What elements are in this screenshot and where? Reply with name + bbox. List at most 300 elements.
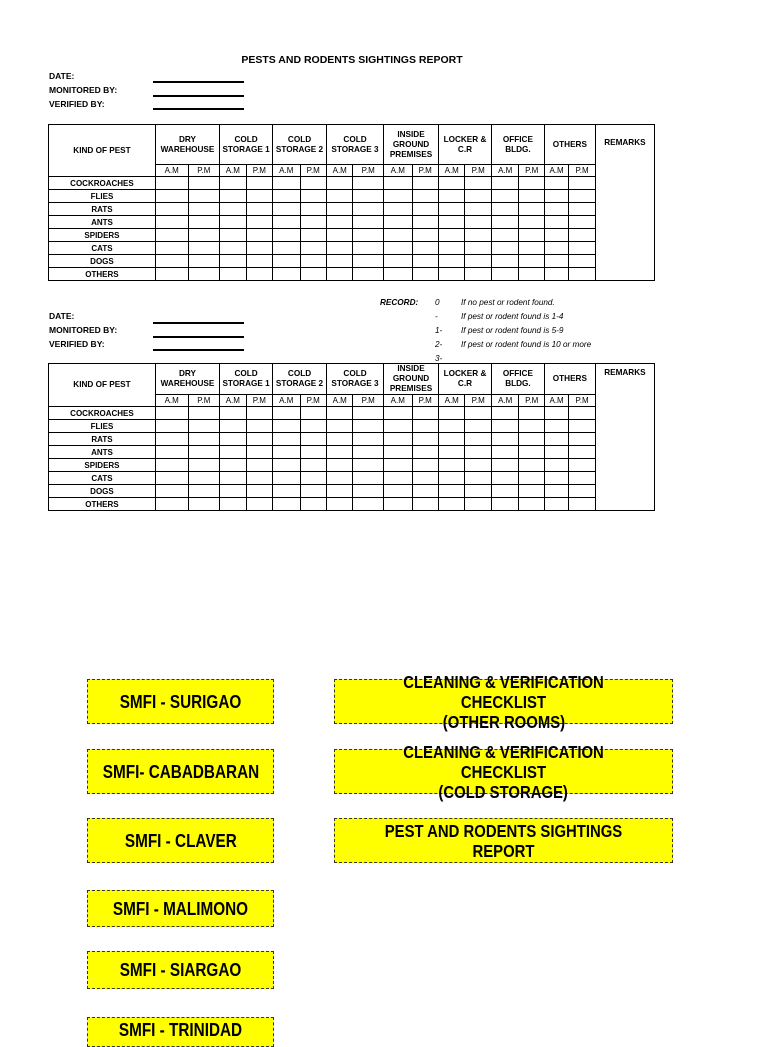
sighting-cell[interactable] <box>353 190 384 203</box>
sighting-cell[interactable] <box>519 433 544 446</box>
sighting-cell[interactable] <box>412 407 438 420</box>
sighting-cell[interactable] <box>569 433 595 446</box>
sighting-cell[interactable] <box>188 420 220 433</box>
sighting-cell[interactable] <box>327 420 353 433</box>
nav-button-trinidad[interactable] <box>87 1017 274 1047</box>
sighting-cell[interactable] <box>220 203 246 216</box>
sighting-cell[interactable] <box>353 177 384 190</box>
verified-by-label: VERIFIED BY: <box>49 339 105 349</box>
sighting-cell[interactable] <box>327 485 353 498</box>
sighting-cell[interactable] <box>188 459 220 472</box>
sighting-cell[interactable] <box>155 268 188 281</box>
sighting-cell[interactable] <box>491 446 518 459</box>
sighting-cell[interactable] <box>188 472 220 485</box>
sighting-cell[interactable] <box>353 242 384 255</box>
sighting-cell[interactable] <box>246 216 272 229</box>
sighting-cell[interactable] <box>353 472 384 485</box>
sighting-cell[interactable] <box>491 255 518 268</box>
sighting-cell[interactable] <box>569 268 595 281</box>
nav-button-label: SMFI - SURIGAO <box>119 691 242 712</box>
sighting-cell[interactable] <box>188 203 220 216</box>
nav-button-malimono[interactable] <box>87 890 274 927</box>
verified-by-line[interactable] <box>153 108 244 110</box>
sighting-cell[interactable] <box>569 203 595 216</box>
sighting-cell[interactable] <box>327 203 353 216</box>
sighting-cell[interactable] <box>465 433 491 446</box>
sighting-cell[interactable] <box>384 433 413 446</box>
sighting-cell[interactable] <box>246 242 272 255</box>
nav-button-cleaning-cold-storage[interactable] <box>334 741 673 802</box>
sighting-cell[interactable] <box>519 216 544 229</box>
sighting-cell[interactable] <box>465 420 491 433</box>
sighting-cell[interactable] <box>246 407 272 420</box>
sighting-cell[interactable] <box>491 190 518 203</box>
nav-button-pest-rodents-report[interactable] <box>334 818 673 863</box>
sighting-cell[interactable] <box>155 485 188 498</box>
sighting-cell[interactable] <box>188 177 220 190</box>
sighting-cell[interactable] <box>465 407 491 420</box>
sighting-cell[interactable] <box>155 498 188 511</box>
sighting-cell[interactable] <box>188 433 220 446</box>
sighting-cell[interactable] <box>412 485 438 498</box>
sighting-cell[interactable] <box>353 498 384 511</box>
sighting-cell[interactable] <box>384 472 413 485</box>
sighting-cell[interactable] <box>384 420 413 433</box>
sighting-cell[interactable] <box>246 229 272 242</box>
sighting-cell[interactable] <box>491 498 518 511</box>
sighting-cell[interactable] <box>439 472 465 485</box>
sighting-cell[interactable] <box>519 229 544 242</box>
sighting-cell[interactable] <box>273 498 300 511</box>
sighting-cell[interactable] <box>353 216 384 229</box>
sighting-cell[interactable] <box>519 459 544 472</box>
sighting-cell[interactable] <box>155 203 188 216</box>
sighting-cell[interactable] <box>384 229 413 242</box>
sighting-cell[interactable] <box>544 242 568 255</box>
sighting-cell[interactable] <box>491 433 518 446</box>
record-description: If pest or rodent found is 1-4 <box>461 312 564 321</box>
sighting-cell[interactable] <box>384 242 413 255</box>
sightings-table-1 <box>48 124 655 281</box>
sighting-cell[interactable] <box>273 459 300 472</box>
sighting-cell[interactable] <box>246 177 272 190</box>
sighting-cell[interactable] <box>220 407 246 420</box>
sighting-cell[interactable] <box>544 420 568 433</box>
sighting-cell[interactable] <box>188 216 220 229</box>
sighting-cell[interactable] <box>544 459 568 472</box>
sighting-cell[interactable] <box>327 229 353 242</box>
sighting-cell[interactable] <box>519 420 544 433</box>
sighting-cell[interactable] <box>439 268 465 281</box>
sighting-cell[interactable] <box>491 407 518 420</box>
sighting-cell[interactable] <box>569 498 595 511</box>
sighting-cell[interactable] <box>155 190 188 203</box>
sighting-cell[interactable] <box>412 177 438 190</box>
sighting-cell[interactable] <box>327 268 353 281</box>
sighting-cell[interactable] <box>412 216 438 229</box>
sighting-cell[interactable] <box>327 216 353 229</box>
sighting-cell[interactable] <box>439 433 465 446</box>
nav-button-label: SMFI - TRINIDAD <box>118 1020 243 1040</box>
sighting-cell[interactable] <box>544 203 568 216</box>
sighting-cell[interactable] <box>439 229 465 242</box>
nav-button-siargao[interactable] <box>87 951 274 989</box>
sighting-cell[interactable] <box>188 190 220 203</box>
sighting-cell[interactable] <box>384 498 413 511</box>
sighting-cell[interactable] <box>384 446 413 459</box>
sighting-cell[interactable] <box>273 446 300 459</box>
pm-header: P.M <box>519 165 544 177</box>
sighting-cell[interactable] <box>246 255 272 268</box>
sighting-cell[interactable] <box>465 255 491 268</box>
sighting-cell[interactable] <box>569 190 595 203</box>
sighting-cell[interactable] <box>188 242 220 255</box>
sighting-cell[interactable] <box>246 459 272 472</box>
monitored-by-line[interactable] <box>153 95 244 97</box>
sighting-cell[interactable] <box>273 433 300 446</box>
nav-button-label: (COLD STORAGE) <box>438 781 569 802</box>
sighting-cell[interactable] <box>569 216 595 229</box>
sighting-cell[interactable] <box>155 433 188 446</box>
sighting-cell[interactable] <box>439 407 465 420</box>
sighting-cell[interactable] <box>273 407 300 420</box>
sighting-cell[interactable] <box>544 485 568 498</box>
sighting-cell[interactable] <box>519 446 544 459</box>
sighting-cell[interactable] <box>300 485 326 498</box>
sighting-cell[interactable] <box>519 177 544 190</box>
sighting-cell[interactable] <box>155 229 188 242</box>
sighting-cell[interactable] <box>439 498 465 511</box>
sighting-cell[interactable] <box>353 459 384 472</box>
sighting-cell[interactable] <box>246 472 272 485</box>
sighting-cell[interactable] <box>300 446 326 459</box>
sighting-cell[interactable] <box>273 268 300 281</box>
sighting-cell[interactable] <box>519 242 544 255</box>
sighting-cell[interactable] <box>544 229 568 242</box>
sighting-cell[interactable] <box>353 485 384 498</box>
sighting-cell[interactable] <box>327 177 353 190</box>
verified-by-line[interactable] <box>153 349 244 351</box>
sighting-cell[interactable] <box>300 498 326 511</box>
sighting-cell[interactable] <box>439 190 465 203</box>
sighting-cell[interactable] <box>273 485 300 498</box>
location-header: LOCKER & C.R <box>439 125 492 165</box>
pest-name: FLIES <box>49 190 156 203</box>
sighting-cell[interactable] <box>465 268 491 281</box>
sighting-cell[interactable] <box>273 203 300 216</box>
sighting-cell[interactable] <box>519 498 544 511</box>
sighting-cell[interactable] <box>220 216 246 229</box>
sighting-cell[interactable] <box>569 229 595 242</box>
sighting-cell[interactable] <box>220 242 246 255</box>
sighting-cell[interactable] <box>273 472 300 485</box>
sighting-cell[interactable] <box>273 177 300 190</box>
sighting-cell[interactable] <box>155 459 188 472</box>
sighting-cell[interactable] <box>439 177 465 190</box>
sighting-cell[interactable] <box>155 407 188 420</box>
sighting-cell[interactable] <box>246 498 272 511</box>
sighting-cell[interactable] <box>188 498 220 511</box>
sighting-cell[interactable] <box>569 446 595 459</box>
sighting-cell[interactable] <box>465 190 491 203</box>
sighting-cell[interactable] <box>327 407 353 420</box>
sighting-cell[interactable] <box>412 472 438 485</box>
sighting-cell[interactable] <box>412 203 438 216</box>
sighting-cell[interactable] <box>544 268 568 281</box>
pm-header: P.M <box>569 165 595 177</box>
sighting-cell[interactable] <box>353 268 384 281</box>
sighting-cell[interactable] <box>569 459 595 472</box>
record-label: RECORD: <box>380 298 419 307</box>
sighting-cell[interactable] <box>491 177 518 190</box>
nav-button-label: SMFI- CABADBARAN <box>102 761 259 782</box>
sighting-cell[interactable] <box>491 229 518 242</box>
sighting-cell[interactable] <box>412 268 438 281</box>
sighting-cell[interactable] <box>327 255 353 268</box>
sighting-cell[interactable] <box>155 177 188 190</box>
sighting-cell[interactable] <box>544 446 568 459</box>
am-header: A.M <box>155 165 188 177</box>
sighting-cell[interactable] <box>327 242 353 255</box>
sighting-cell[interactable] <box>220 472 246 485</box>
sighting-cell[interactable] <box>300 242 326 255</box>
sighting-cell[interactable] <box>519 203 544 216</box>
sighting-cell[interactable] <box>220 420 246 433</box>
sighting-cell[interactable] <box>220 229 246 242</box>
nav-button-cabadbaran[interactable] <box>87 749 274 794</box>
location-header: COLD STORAGE 2 <box>273 364 327 395</box>
pm-header: P.M <box>465 395 491 407</box>
sighting-cell[interactable] <box>412 459 438 472</box>
sighting-cell[interactable] <box>384 459 413 472</box>
sighting-cell[interactable] <box>519 485 544 498</box>
sighting-cell[interactable] <box>155 420 188 433</box>
sighting-cell[interactable] <box>412 190 438 203</box>
sighting-cell[interactable] <box>246 433 272 446</box>
sighting-cell[interactable] <box>544 433 568 446</box>
sighting-cell[interactable] <box>155 255 188 268</box>
am-header: A.M <box>439 165 465 177</box>
sighting-cell[interactable] <box>246 268 272 281</box>
sighting-cell[interactable] <box>353 433 384 446</box>
record-descriptions <box>461 296 591 352</box>
nav-button-cleaning-other-rooms[interactable] <box>334 671 673 732</box>
sighting-cell[interactable] <box>465 485 491 498</box>
sighting-cell[interactable] <box>300 407 326 420</box>
sighting-cell[interactable] <box>220 459 246 472</box>
sighting-cell[interactable] <box>412 255 438 268</box>
record-description: If no pest or rodent found. <box>461 298 555 307</box>
sighting-cell[interactable] <box>220 485 246 498</box>
location-header: DRY WAREHOUSE <box>155 364 219 395</box>
pest-row <box>49 229 655 242</box>
sighting-cell[interactable] <box>544 498 568 511</box>
sighting-cell[interactable] <box>465 446 491 459</box>
sighting-cell[interactable] <box>220 268 246 281</box>
sighting-cell[interactable] <box>246 446 272 459</box>
sighting-cell[interactable] <box>491 485 518 498</box>
sighting-cell[interactable] <box>155 472 188 485</box>
location-header: OTHERS <box>544 125 595 165</box>
location-header: COLD STORAGE 3 <box>327 125 384 165</box>
sighting-cell[interactable] <box>300 433 326 446</box>
sighting-cell[interactable] <box>327 472 353 485</box>
sighting-cell[interactable] <box>384 190 413 203</box>
sighting-cell[interactable] <box>220 498 246 511</box>
pm-header: P.M <box>300 395 326 407</box>
sighting-cell[interactable] <box>300 203 326 216</box>
sighting-cell[interactable] <box>519 268 544 281</box>
sighting-cell[interactable] <box>544 472 568 485</box>
sighting-cell[interactable] <box>491 459 518 472</box>
sighting-cell[interactable] <box>465 177 491 190</box>
sighting-cell[interactable] <box>439 459 465 472</box>
sighting-cell[interactable] <box>439 446 465 459</box>
pest-name: CATS <box>49 242 156 255</box>
location-header: OTHERS <box>544 364 595 395</box>
sighting-cell[interactable] <box>412 420 438 433</box>
sighting-cell[interactable] <box>300 229 326 242</box>
sighting-cell[interactable] <box>384 216 413 229</box>
sighting-cell[interactable] <box>353 255 384 268</box>
sighting-cell[interactable] <box>300 472 326 485</box>
sighting-cell[interactable] <box>569 255 595 268</box>
sighting-cell[interactable] <box>491 216 518 229</box>
sighting-cell[interactable] <box>246 190 272 203</box>
sighting-cell[interactable] <box>188 229 220 242</box>
sighting-cell[interactable] <box>569 407 595 420</box>
sighting-cell[interactable] <box>273 190 300 203</box>
sighting-cell[interactable] <box>519 472 544 485</box>
sighting-cell[interactable] <box>465 229 491 242</box>
sighting-cell[interactable] <box>439 485 465 498</box>
sighting-cell[interactable] <box>155 242 188 255</box>
sighting-cell[interactable] <box>412 446 438 459</box>
sighting-cell[interactable] <box>544 216 568 229</box>
sighting-cell[interactable] <box>569 242 595 255</box>
sighting-cell[interactable] <box>465 472 491 485</box>
sighting-cell[interactable] <box>439 420 465 433</box>
sighting-cell[interactable] <box>384 255 413 268</box>
sighting-cell[interactable] <box>300 177 326 190</box>
am-header: A.M <box>439 395 465 407</box>
sighting-cell[interactable] <box>412 433 438 446</box>
sighting-cell[interactable] <box>300 190 326 203</box>
sighting-cell[interactable] <box>246 203 272 216</box>
sighting-cell[interactable] <box>300 255 326 268</box>
sighting-cell[interactable] <box>188 485 220 498</box>
sighting-cell[interactable] <box>465 203 491 216</box>
sighting-cell[interactable] <box>519 190 544 203</box>
sighting-cell[interactable] <box>327 190 353 203</box>
sighting-cell[interactable] <box>353 407 384 420</box>
sighting-cell[interactable] <box>519 255 544 268</box>
sighting-cell[interactable] <box>188 407 220 420</box>
sighting-cell[interactable] <box>273 229 300 242</box>
sighting-cell[interactable] <box>491 203 518 216</box>
sighting-cell[interactable] <box>384 268 413 281</box>
date-line[interactable] <box>153 322 244 324</box>
nav-button-label: (OTHER ROOMS) <box>442 711 565 732</box>
date-line[interactable] <box>153 81 244 83</box>
sighting-cell[interactable] <box>544 177 568 190</box>
sighting-cell[interactable] <box>300 216 326 229</box>
sighting-cell[interactable] <box>353 446 384 459</box>
sighting-cell[interactable] <box>246 420 272 433</box>
sighting-cell[interactable] <box>491 472 518 485</box>
sighting-cell[interactable] <box>465 242 491 255</box>
sighting-cell[interactable] <box>155 216 188 229</box>
sighting-cell[interactable] <box>300 459 326 472</box>
sighting-cell[interactable] <box>544 407 568 420</box>
sighting-cell[interactable] <box>439 255 465 268</box>
sighting-cell[interactable] <box>353 203 384 216</box>
sighting-cell[interactable] <box>155 446 188 459</box>
sighting-cell[interactable] <box>273 216 300 229</box>
sighting-cell[interactable] <box>439 203 465 216</box>
sighting-cell[interactable] <box>300 420 326 433</box>
sighting-cell[interactable] <box>412 498 438 511</box>
sighting-cell[interactable] <box>412 242 438 255</box>
sighting-cell[interactable] <box>569 485 595 498</box>
sighting-cell[interactable] <box>491 420 518 433</box>
sighting-cell[interactable] <box>220 446 246 459</box>
sighting-cell[interactable] <box>327 433 353 446</box>
sighting-cell[interactable] <box>353 420 384 433</box>
monitored-by-line[interactable] <box>153 336 244 338</box>
sighting-cell[interactable] <box>569 472 595 485</box>
sighting-cell[interactable] <box>439 216 465 229</box>
sighting-cell[interactable] <box>491 268 518 281</box>
sighting-cell[interactable] <box>439 242 465 255</box>
sighting-cell[interactable] <box>220 190 246 203</box>
sighting-cell[interactable] <box>220 177 246 190</box>
sighting-cell[interactable] <box>353 229 384 242</box>
sighting-cell[interactable] <box>188 268 220 281</box>
sighting-cell[interactable] <box>384 203 413 216</box>
am-header: A.M <box>220 165 246 177</box>
sighting-cell[interactable] <box>412 229 438 242</box>
sighting-cell[interactable] <box>384 177 413 190</box>
sighting-cell[interactable] <box>384 407 413 420</box>
sighting-cell[interactable] <box>273 255 300 268</box>
sighting-cell[interactable] <box>465 216 491 229</box>
nav-button-label: SMFI - CLAVER <box>124 830 237 851</box>
sighting-cell[interactable] <box>544 255 568 268</box>
sighting-cell[interactable] <box>273 242 300 255</box>
sighting-cell[interactable] <box>519 407 544 420</box>
sighting-cell[interactable] <box>465 459 491 472</box>
sighting-cell[interactable] <box>220 433 246 446</box>
sighting-cell[interactable] <box>273 420 300 433</box>
sighting-cell[interactable] <box>188 255 220 268</box>
nav-button-surigao[interactable] <box>87 679 274 724</box>
sighting-cell[interactable] <box>569 420 595 433</box>
sighting-cell[interactable] <box>544 190 568 203</box>
sighting-cell[interactable] <box>569 177 595 190</box>
sighting-cell[interactable] <box>188 446 220 459</box>
sighting-cell[interactable] <box>327 498 353 511</box>
sighting-cell[interactable] <box>246 485 272 498</box>
sighting-cell[interactable] <box>300 268 326 281</box>
sighting-cell[interactable] <box>384 485 413 498</box>
sighting-cell[interactable] <box>327 446 353 459</box>
sighting-cell[interactable] <box>220 255 246 268</box>
sighting-cell[interactable] <box>491 242 518 255</box>
nav-button-claver[interactable] <box>87 818 274 863</box>
sighting-cell[interactable] <box>465 498 491 511</box>
sighting-cell[interactable] <box>327 459 353 472</box>
